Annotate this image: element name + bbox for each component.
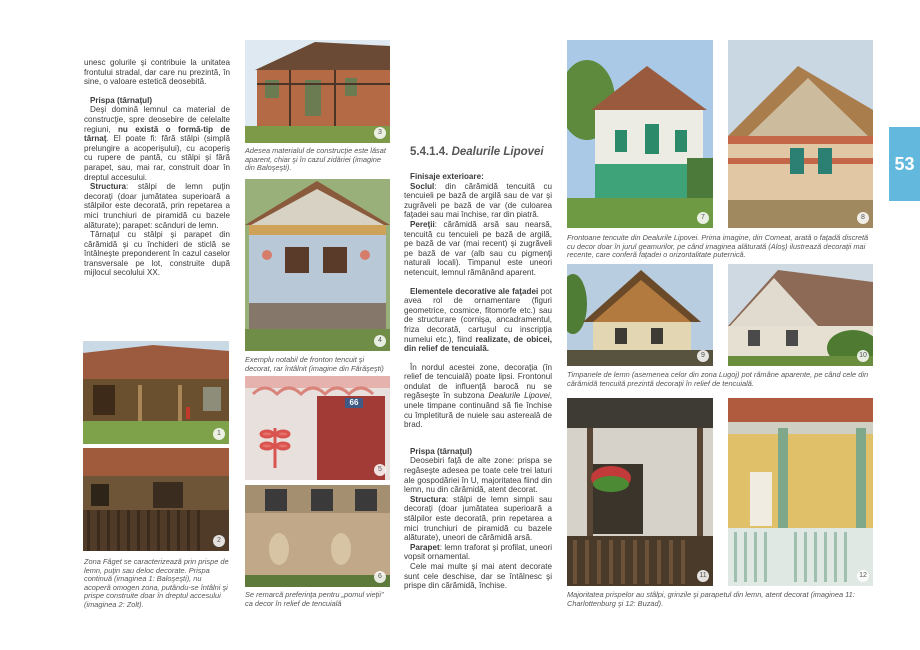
house-number-plate: 66 — [349, 398, 359, 407]
photo-8-alos-house — [728, 40, 873, 228]
col1-structura-paragraph: Structura: stâlpi de lemn puţin decoraţi (doar jumătatea superioară a stâlpilor este decorată, prin repetarea a mici trunchiuri de piramidă cu bazele alăturate); parapet: scânduri de lemn. — [84, 182, 230, 230]
photo-10-plastered-gable — [728, 264, 873, 366]
photo-3-number: 3 — [374, 127, 386, 139]
col3-prispa-heading: Prispa (târnaţul) — [410, 446, 473, 456]
photo-11-number: 11 — [697, 570, 709, 582]
page-number-tab — [889, 127, 920, 201]
parapet-paragraph: Parapet: lemn traforat şi profilat, uneori vopsit ornamental. — [404, 542, 552, 562]
col2-caption-c: Se remarcă preferinţa pentru „pomul vieţii” ca decor în relief de tencuială — [245, 590, 384, 608]
col4-caption-a: Frontoane tencuite din Dealurile Lipovei. Prima imagine, din Comeat, arată o faţadă discretă cu decor doar în jurul geamurilor, pe când imaginea alăturată (Aloş) ilustrează decoraţii mai recente, care conferă faţadei o orizontalitate puternică. — [567, 233, 869, 260]
photo-3-brick-house — [245, 40, 390, 143]
col3-text — [404, 172, 552, 591]
photo-12-number: 12 — [857, 570, 869, 582]
col4-caption-b: Timpanele de lemn (asemenea celor din zona Lugoj) pot rămâne aparente, pe când cele din cărămidă tencuită prezintă decoraţii în relief de tencuială. — [567, 370, 869, 388]
photo-1-number: 1 — [213, 428, 225, 440]
col1-intro: unesc golurile şi contribuie la unitatea frontului stradal, dar care nu prezintă, în sine, o valoare estetică deosebită. — [84, 58, 230, 87]
col4-caption-c: Majoritatea prispelor au stâlpi, grinzile şi parapetul din lemn, atent decorat (imaginea 11: Charlottenburg şi 12: Buzad). — [567, 590, 855, 608]
col1-prispa-heading: Prispa (târnaţul) — [90, 95, 153, 105]
photo-5-tree-of-life-relief — [245, 376, 390, 480]
col3-structura-paragraph: Structura: stâlpi de lemn simpli sau decoraţi (doar jumătatea superioară a stâlpilor este decorată, prin repetarea a mici trunchiuri de piramidă cu bazele alăturate), uneori de cărămidă arsă. — [404, 494, 552, 543]
photo-2-fenced-yard — [83, 448, 229, 551]
col3-prispa-paragraph: Deosebiri faţă de alte zone: prispa se regăseşte adesea pe toate cele trei laturi ale gospodăriei în U, majoritatea fiind din lemn, nu din cărămidă, atent decorat. — [404, 456, 552, 495]
photo-2-number: 2 — [213, 535, 225, 547]
photo-9-wooden-gable — [567, 264, 713, 366]
photo-4-decorated-gable — [245, 179, 390, 351]
photo-9-number: 9 — [697, 350, 709, 362]
col1-prispa-paragraph: Deşi domină lemnul ca material de construcţie, spre deosebire de celelalte regiuni, nu există o formă-tip de târnaţ. El poate fi: fără stâlpi (simplă prelungire a acoperişului), cu acoperiş cu rupere de pantă, cu stâlpi şi fără parapet, sau, mai rar, construit doar în dreptul accesului. — [84, 105, 231, 182]
col1-text — [84, 58, 230, 278]
nord-paragraph: În nordul acestei zone, decoraţia (în relief de tencuială) poate lipsi. Frontonul ondulat de influenţă barocă nu se regăseşte în subzona Dealurile Lipovei, unele timpane continuând să fie închise cu împletitură de nuiele sau asterealâ de brad. — [404, 362, 552, 430]
col2-caption-a: Adesea materialul de construcţie este lăsat aparent, chiar şi în cazul zidăriei (imagine din Baloşeşti). — [245, 146, 386, 173]
photo-6-relief-facade — [245, 485, 390, 587]
soclul-paragraph: Soclul: din cărămidă tencuită cu tencuieli pe bază de argilă sau de var şi zugrăveli pe bază de var (de culoarea faţadei sau mai închise, rar din piatră. — [404, 181, 552, 220]
finisaje-heading: Finisaje exterioare: — [410, 172, 484, 181]
photo-12-green-porch — [728, 398, 873, 586]
photo-6-number: 6 — [374, 571, 386, 583]
photo-8-number: 8 — [857, 212, 869, 224]
photo-4-number: 4 — [374, 335, 386, 347]
photo-1-wooden-porch — [83, 341, 229, 444]
peretii-paragraph: Pereţii: cărămidă arsă sau nearsă, tencuită cu tencuieli pe bază de argilă, pe bază de var (mai recent) şi zugrăveli pe bază de var (alb sau cu pigmenţi naturali locali). Timpanul este uneori netencuit, lemnul rămânând aparent. — [404, 219, 552, 277]
col1-caption: Zona Făget se caracterizează prin prispe de lemn, puţin sau deloc decorate. Prispa continuă (imaginea 1: Baloşeşti), nu acoperă omogen zona, putându-se întâlni şi prispe construite doar în dreptul accesului (imaginea 2: Zolt). — [84, 557, 229, 609]
section-title: 5.4.1.4. Dealurile Lipovei — [410, 146, 544, 158]
page-number: 53 — [894, 154, 915, 174]
photo-11-porch-flowers — [567, 398, 713, 586]
photo-7-comeat-house — [567, 40, 713, 228]
photo-10-number: 10 — [857, 350, 869, 362]
elemente-paragraph: Elementele decorative ale faţadei pot avea rol de ornamentare (figuri geometrice, cosmice, fitomorfe etc.) sau de structurare (cornişa, ancadramentul, friza decorată, cartuşul cu inscripţia numelui etc.), fiind realizate, de obicei, din relief de tencuială. — [404, 286, 552, 354]
col1-tarnatul-paragraph: Târnaţul cu stâlpi şi parapet din cărămidă şi cu închideri de sticlă se întâlneşte preponderent în cazul caselor transversale pe lot, construite după mijlocul secolului XX. — [84, 230, 230, 278]
photo-7-number: 7 — [697, 212, 709, 224]
cele-mai-paragraph: Cele mai multe şi mai atent decorate sunt cele deschise, dar se întâlnesc şi prispe din cărămidă, închise. — [404, 561, 552, 591]
col2-caption-b: Exemplu notabil de fronton tencuit şi decorat, rar întâlnit (imagine din Fărăşeşti) — [245, 355, 384, 373]
photo-5-number: 5 — [374, 464, 386, 476]
